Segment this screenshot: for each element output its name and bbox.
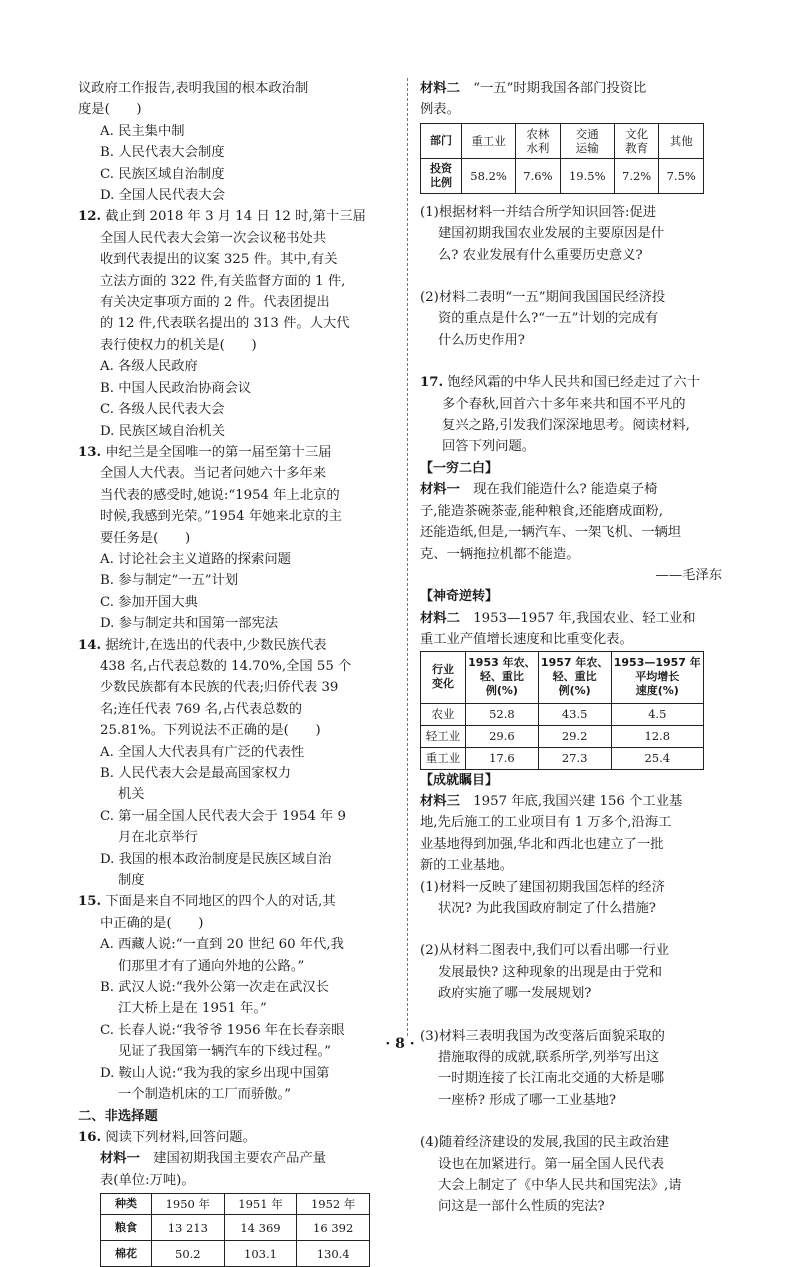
table-cell: 13 213 [152, 1215, 225, 1241]
table-cell: 29.6 [466, 725, 539, 747]
table-cell: 43.5 [538, 703, 611, 725]
option-d: D. 鞍山人说:“我为我的家乡出现中国第 [100, 1065, 330, 1081]
table-header: 1953 年农、 轻、重比 例(%) [466, 651, 539, 703]
table-header: 1950 年 [152, 1194, 225, 1215]
question-text: 438 名,占代表总数的 14.70%,全国 55 个 [100, 658, 352, 674]
left-column [78, 78, 396, 1267]
option-b: B. 武汉人说:“我外公第一次走在武汉长 [100, 980, 329, 996]
table-cell: 19.5% [560, 158, 614, 193]
investment-table [420, 123, 704, 194]
question-text: 有关决定事项方面的 2 件。代表团提出 [100, 295, 330, 311]
option-c: C. 长春人说:“我爷爷 1956 年在长春亲眼 [100, 1022, 345, 1038]
table-cell: 103.1 [224, 1241, 297, 1267]
question-number: 12. [78, 209, 102, 225]
sub-question: (2)从材料二图表中,我们可以看出哪一行业 [420, 943, 670, 959]
sub-question: 一座桥? 形成了哪一工业基地? [438, 1092, 617, 1108]
sub-question: (1)材料一反映了建国初期我国怎样的经济 [420, 879, 665, 895]
option-d: D. 民族区域自治机关 [100, 423, 226, 439]
table-header: 1951 年 [224, 1194, 297, 1215]
table-cell: 轻工业 [421, 725, 466, 747]
material-text: 1953—1957 年,我国农业、轻工业和 [473, 610, 696, 626]
question-text: 的 12 件,代表联名提出的 313 件。人大代 [100, 316, 350, 332]
option-b: B. 人民代表大会是最高国家权力 [100, 766, 292, 781]
question-13 [78, 442, 396, 635]
option-c-cont: 月在北京举行 [118, 830, 198, 846]
table-cell: 25.4 [611, 747, 703, 769]
sub-question: (1)根据材料一并结合所学知识回答:促进 [420, 204, 657, 220]
question-text: 阅读下列材料,回答问题。 [105, 1129, 256, 1145]
material-text: 例表。 [420, 102, 460, 118]
sub-question: 建国初期我国农业发展的主要原因是什 [438, 226, 665, 242]
question-12 [78, 206, 396, 441]
question-text: 时候,我感到光荣。”1954 年她来北京的主 [100, 509, 342, 525]
table-cell: 12.8 [611, 725, 703, 747]
sub-question: 大会上制定了《中华人民共和国宪法》,请 [438, 1178, 682, 1194]
table-cell: 50.2 [152, 1241, 225, 1267]
question-14 [78, 635, 396, 892]
question-text: 截止到 2018 年 3 月 14 日 12 时,第十三届 [105, 209, 366, 225]
material-label: 材料一 [420, 482, 460, 498]
table-cell: 58.2% [462, 158, 516, 193]
question-number: 16. [78, 1129, 102, 1145]
table-cell: 农业 [421, 703, 466, 725]
question-text: 收到代表提出的议案 325 件。其中,有关 [100, 252, 338, 268]
table-header: 1952 年 [297, 1194, 370, 1215]
sub-question: 问这是一部什么性质的宪法? [438, 1199, 605, 1215]
material-text: 还能造纸,但是,一辆汽车、一架飞机、一辆坦 [420, 525, 682, 541]
question-number: 13. [78, 444, 102, 460]
table-cell: 29.2 [538, 725, 611, 747]
question-number: 15. [78, 894, 102, 910]
option-d: D. 我国的根本政治制度是民族区域自治 [100, 851, 332, 867]
sub-question: (3)材料三表明我国为改变落后面貌采取的 [420, 1028, 665, 1044]
crop-output-table [100, 1193, 370, 1267]
material-text: “一五”时期我国各部门投资比 [473, 81, 647, 96]
question-text: 名;连任代表 769 名,占代表总数的 [100, 701, 303, 717]
question-text: 多个春秋,回首六十多年来共和国不平凡的 [442, 396, 686, 412]
option-a: A. 西藏人说:“一直到 20 世纪 60 年代,我 [100, 937, 344, 953]
material-text: 子,能造茶碗茶壶,能种粮食,还能磨成面粉, [420, 503, 663, 519]
question-11 [78, 78, 396, 206]
page-number: · 8 · [385, 1036, 415, 1052]
material-text: 新的工业基地。 [420, 858, 514, 874]
material-label: 材料二 [420, 610, 460, 626]
section-tag: 【成就瞩目】 [420, 772, 499, 788]
table-cell: 重工业 [421, 747, 466, 769]
question-text: 全国人民代表大会第一次会议秘书处共 [100, 230, 327, 246]
question-text: 立法方面的 322 件,有关监督方面的 1 件, [100, 273, 346, 289]
option-d: D. 全国人民代表大会 [100, 188, 226, 204]
sub-question: 发展最快? 这种现象的出现是由于党和 [438, 964, 663, 980]
question-text: 度是( ) [78, 102, 142, 118]
option-b-cont: 机关 [118, 787, 145, 803]
table-cell: 16 392 [297, 1215, 370, 1241]
question-text: 少数民族都有本民族的代表;归侨代表 39 [100, 680, 339, 696]
sub-question: 措施取得的成就,联系所学,列举写出这 [438, 1050, 660, 1065]
table-cell: 4.5 [611, 703, 703, 725]
section-tag: 【神奇逆转】 [420, 589, 499, 605]
option-c: C. 参加开国大典 [100, 594, 198, 610]
option-d-cont: 一个制造机床的工厂而骄傲。” [118, 1087, 292, 1103]
table-cell: 52.8 [466, 703, 539, 725]
material-text: 克、一辆拖拉机都不能造。 [420, 546, 580, 562]
question-number: 14. [78, 637, 102, 653]
sub-question: (2)材料二表明“一五”期间我国国民经济投 [420, 290, 666, 306]
sub-question: 政府实施了哪一发展规划? [438, 986, 592, 1002]
question-text: 表行使权力的机关是( ) [100, 337, 257, 353]
question-text: 回答下列问题。 [442, 439, 536, 455]
option-d: D. 参与制定共和国第一部宪法 [100, 616, 279, 632]
table-header: 农林 水利 [516, 123, 561, 158]
question-text: 中正确的是( ) [100, 915, 204, 931]
column-divider [407, 78, 408, 1036]
table-header: 文化 教育 [614, 123, 659, 158]
question-number: 17. [420, 375, 444, 391]
table-cell: 7.2% [614, 158, 659, 193]
material-text: 1957 年底,我国兴建 156 个工业基 [473, 793, 683, 809]
option-a-cont: 们那里才有了通向外地的公路。” [118, 958, 305, 974]
table-header: 交通 运输 [560, 123, 614, 158]
question-text: 全国人大代表。当记者问她六十多年来 [100, 466, 327, 482]
question-text: 据统计,在选出的代表中,少数民族代表 [105, 637, 327, 653]
option-a: A. 全国人大代表具有广泛的代表性 [100, 744, 305, 760]
sub-question: 么? 农业发展有什么重要历史意义? [438, 247, 643, 263]
question-text: 要任务是( ) [100, 530, 191, 546]
option-c: C. 第一届全国人民代表大会于 1954 年 9 [100, 808, 346, 824]
option-a: A. 各级人民政府 [100, 359, 198, 375]
option-b: B. 人民代表大会制度 [100, 145, 225, 161]
table-cell: 棉花 [101, 1241, 152, 1267]
table-cell: 17.6 [466, 747, 539, 769]
question-text: 饱经风霜的中华人民共和国已经走过了六十 [447, 375, 701, 391]
option-c: C. 各级人民代表大会 [100, 402, 225, 418]
table-cell: 7.6% [516, 158, 561, 193]
option-b-cont: 江大桥上是在 1951 年。” [118, 1001, 267, 1017]
question-text: 下面是来自不同地区的四个人的对话,其 [105, 894, 336, 910]
option-b: B. 中国人民政治协商会议 [100, 380, 252, 396]
table-header: 行业 变化 [421, 651, 466, 703]
table-header: 1957 年农、 轻、重比 例(%) [538, 651, 611, 703]
option-c-cont: 见证了我国第一辆汽车的下线过程。” [118, 1044, 331, 1060]
question-text: 当代表的感受时,她说:“1954 年上北京的 [100, 487, 340, 503]
material-label: 材料三 [420, 793, 460, 809]
question-text: 议政府工作报告,表明我国的根本政治制 [78, 81, 309, 96]
quote-attribution: ——毛泽东 [655, 567, 722, 583]
table-header: 种类 [101, 1194, 152, 1215]
option-c: C. 民族区域自治制度 [100, 166, 225, 182]
material-text: 现在我们能造什么? 能造桌子椅 [473, 482, 658, 498]
question-text: 申纪兰是全国唯一的第一届至第十三届 [105, 444, 332, 460]
material-text: 重工业产值增长速度和比重变化表。 [420, 632, 633, 648]
question-15 [78, 891, 396, 1105]
material-text: 业基地得到加强,华北和西北也建立了一批 [420, 836, 664, 852]
option-a: A. 民主集中制 [100, 123, 185, 139]
table-cell: 27.3 [538, 747, 611, 769]
question-text: 复兴之路,引发我们深深地思考。阅读材料, [442, 418, 690, 434]
section-heading: 二、非选择题 [78, 1108, 158, 1124]
sub-question: 什么历史作用? [438, 332, 525, 348]
table-header: 重工业 [462, 123, 516, 158]
option-b: B. 参与制定“一五”计划 [100, 573, 239, 589]
table-cell: 粮食 [101, 1215, 152, 1241]
question-17 [420, 372, 726, 1218]
table-cell: 130.4 [297, 1241, 370, 1267]
table-header: 其他 [659, 123, 704, 158]
option-a: A. 讨论社会主义道路的探索问题 [100, 551, 291, 567]
table-row-label: 投资 比例 [421, 158, 462, 193]
table-header: 部门 [421, 123, 462, 158]
material-label: 材料一 [100, 1151, 140, 1167]
sub-question: 设也在加紧进行。第一届全国人民代表 [438, 1156, 665, 1172]
industry-growth-table [420, 651, 704, 770]
table-header: 1953—1957 年 平均增长 速度(%) [611, 651, 703, 703]
table-cell: 7.5% [659, 158, 704, 193]
material-label: 材料二 [420, 81, 460, 96]
material-text: 地,先后施工的工业项目有 1 万多个,沿海工 [420, 815, 672, 831]
material-text: 建国初期我国主要农产品产量 [153, 1151, 327, 1167]
option-d-cont: 制度 [118, 873, 145, 889]
question-16 [78, 1127, 396, 1267]
sub-question: 状况? 为此我国政府制定了什么措施? [438, 900, 656, 916]
table-cell: 14 369 [224, 1215, 297, 1241]
question-text: 25.81%。下列说法不正确的是( ) [100, 723, 321, 739]
material-text: 表(单位:万吨)。 [100, 1172, 195, 1188]
sub-question: 一时期连接了长江南北交通的大桥是哪 [438, 1071, 665, 1087]
section-tag: 【一穷二白】 [420, 460, 499, 476]
sub-question: 资的重点是什么?“一五”计划的完成有 [438, 311, 659, 327]
sub-question: (4)随着经济建设的发展,我国的民主政治建 [420, 1135, 670, 1151]
